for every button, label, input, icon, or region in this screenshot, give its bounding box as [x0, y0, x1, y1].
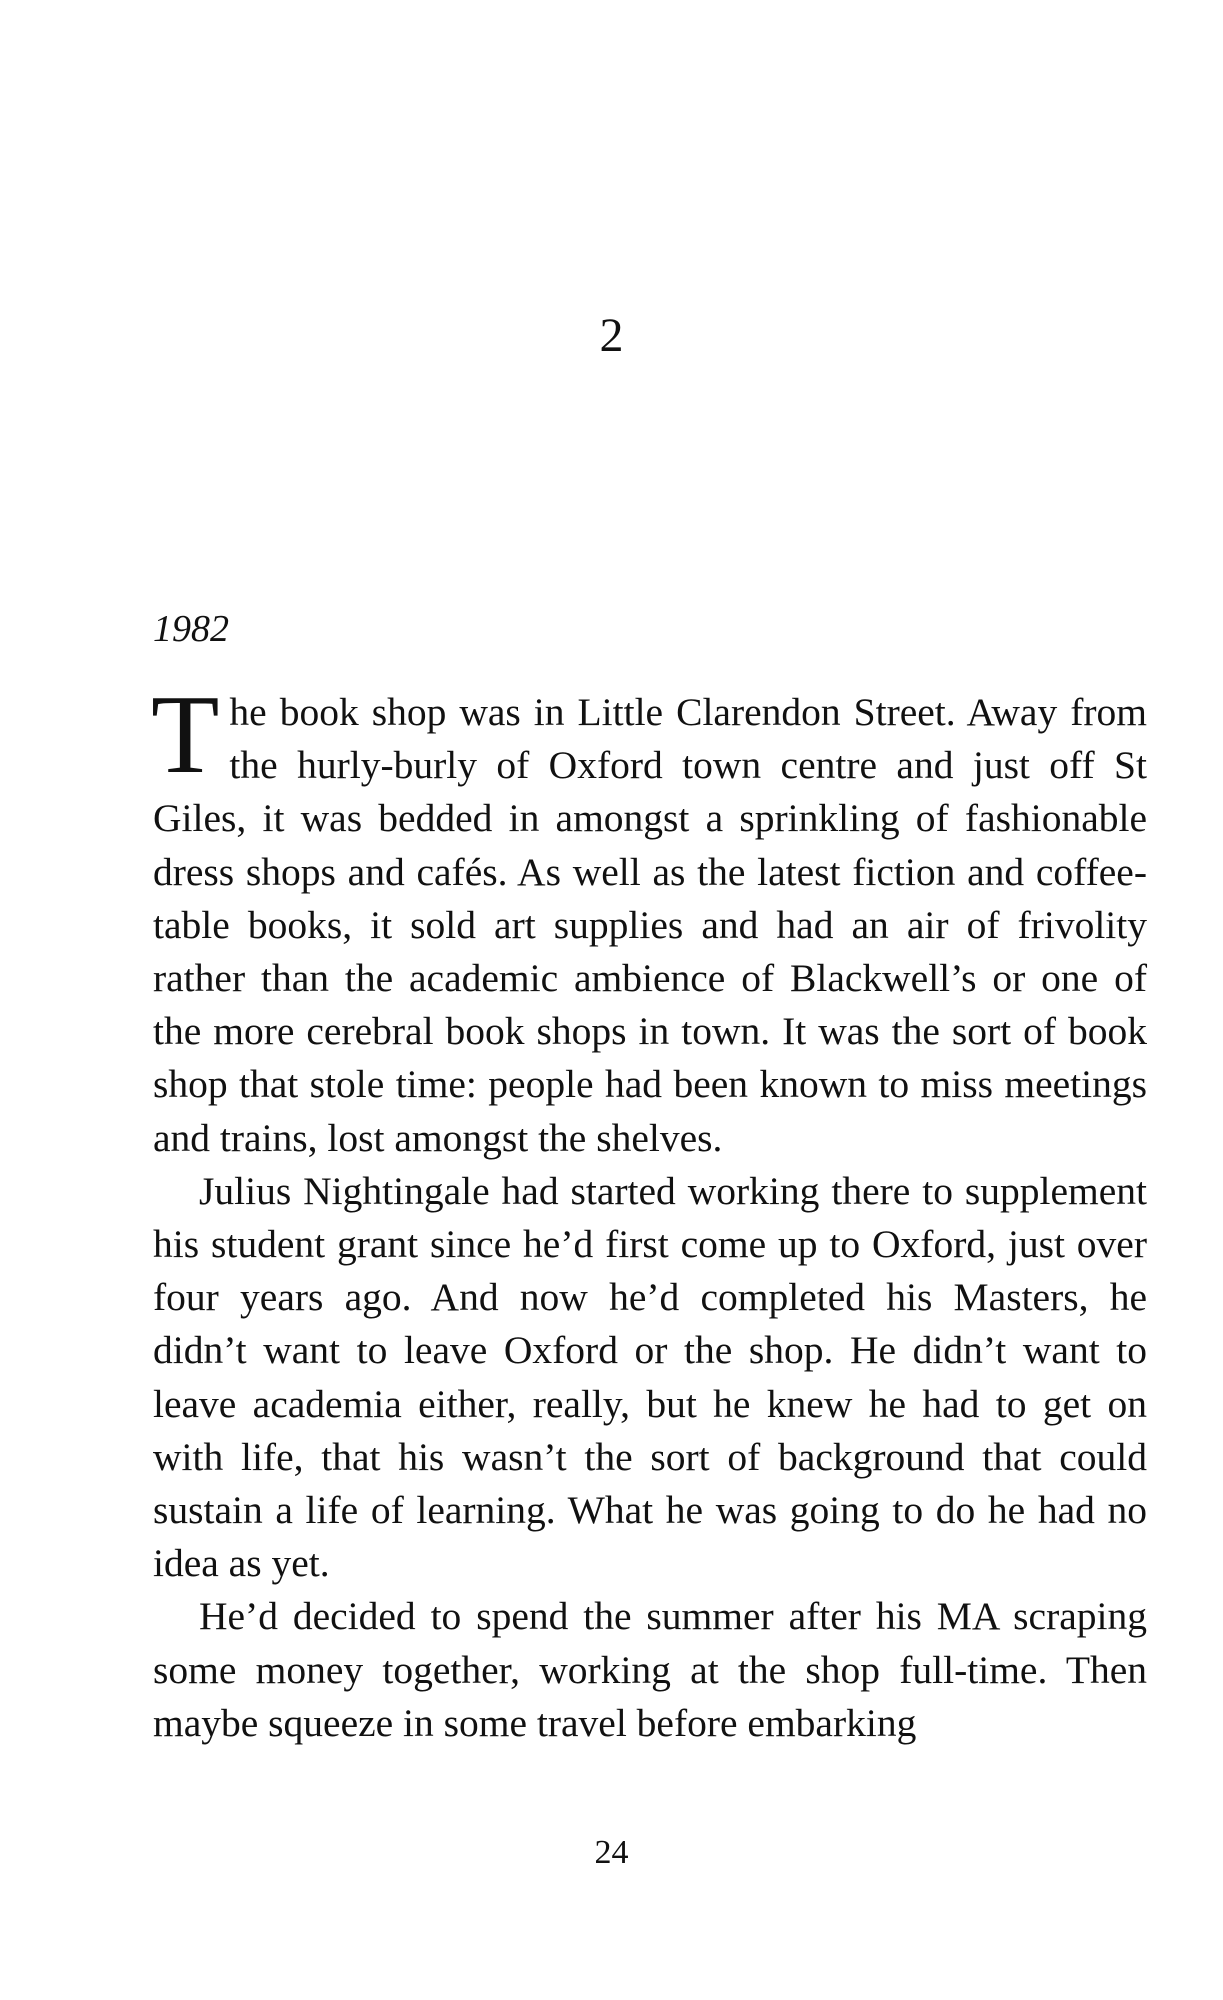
chapter-year: 1982 [153, 608, 229, 650]
drop-cap: T [151, 673, 220, 797]
paragraph-2: Julius Nightingale had started working there to supplement his student grant since he’d first come up to Oxford, just over four years ago. And now he’d completed his Masters, he didn’t want to leave Oxford or the shop. He didn’t want to leave academia either, really, but he knew he had to get on with life, that his wasn’t the sort of background that could sustain a life of learning. What he was going to do he had no idea as yet. [153, 1168, 1147, 1586]
body-text [151, 673, 1147, 1750]
page-number: 24 [594, 1834, 629, 1871]
paragraph-3: He’d decided to spend the summer after his MA scraping some money together, working at the shop full-time. Then maybe squeeze in some travel before embarking [153, 1594, 1147, 1745]
paragraph-1-text: he book shop was in Little Clarendon Street. Away from the hurly-burly of Oxford town centre and just off St Giles, it was bedded in amongst a sprinkling of fashionable dress shops and cafés. As well as the latest fiction and coffee-table books, it sold art supplies and had an air of frivolity rather than the academic ambience of Blackwell’s or one of the more cerebral book shops in town. It was the sort of book shop that stole time: people had been known to miss meetings and trains, lost amongst the shelves. [153, 690, 1147, 1160]
paragraph-1 [151, 673, 1147, 1165]
chapter-number: 2 [599, 309, 624, 362]
